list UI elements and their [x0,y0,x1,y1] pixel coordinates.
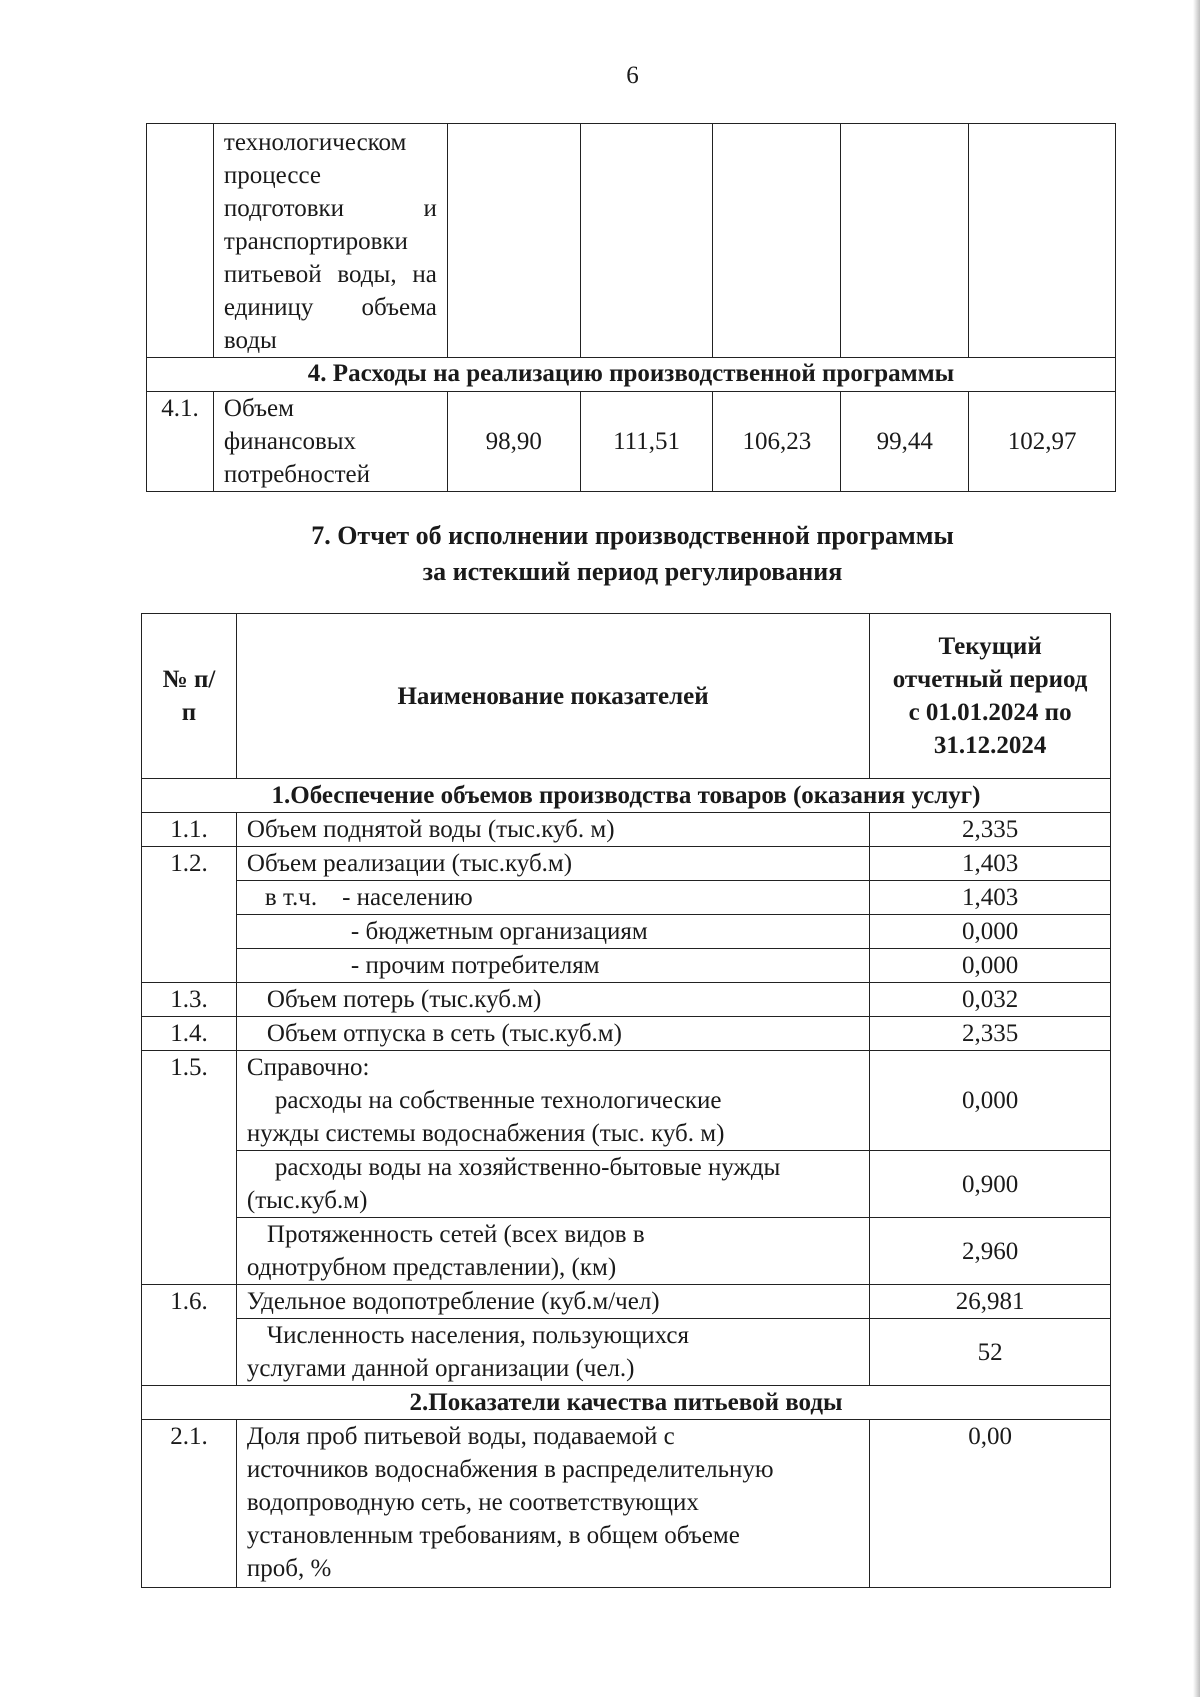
continued-table [146,123,1116,492]
row-name: Объем реализации (тыс.куб.м) [236,847,869,881]
row-value: 98,90 [447,392,580,492]
table-row [142,813,1111,847]
cell-line: Доля проб питьевой воды, подаваемой с [246,1423,675,1450]
table-row [142,1420,1111,1588]
table-row [142,1319,1111,1386]
table-cell [147,124,214,358]
row-value: 2,335 [870,1017,1111,1051]
cell-line: подготовки и [223,195,437,222]
cell-line: Объем [223,395,294,422]
cell-line: расходы на собственные технологические [274,1087,722,1114]
row-number: 1.4. [142,1017,237,1051]
row-number: 1.3. [142,983,237,1017]
table-row [142,949,1111,983]
header-period: Текущий отчетный период с 01.01.2024 по 31.12.2024 [870,614,1111,779]
cell-line: Протяженность сетей (всех видов в [266,1221,645,1248]
report-table [141,613,1111,1588]
cell-line: расходы воды на хозяйственно-бытовые нужды [274,1154,781,1181]
row-value: 26,981 [870,1285,1111,1319]
row-number: 2.1. [142,1420,237,1588]
section-row [142,779,1111,813]
cell-line: технологическом [223,129,407,156]
cell-line: единицу объема [223,294,437,321]
cell-line: питьевой воды, на [223,261,437,288]
cell-line: потребностей [223,461,371,488]
cell-line: водопроводную сеть, не соответствующих [246,1489,699,1516]
report-title-line: за истекший период регулирования [422,557,843,586]
cell-line: нужды системы водоснабжения (тыс. куб. м) [246,1120,725,1147]
cell-line: процессе [223,162,321,189]
row-value: 2,335 [870,813,1111,847]
row-number: 1.1. [142,813,237,847]
row-name: в т.ч. - населению [236,881,869,915]
section-row [142,1386,1111,1420]
row-number: 4.1. [147,392,214,492]
table-row [142,915,1111,949]
table-row [147,392,1116,492]
row-value: 111,51 [580,392,713,492]
table-cell [447,124,580,358]
row-value: 0,00 [870,1420,1111,1588]
table-row [142,1151,1111,1218]
table-cell [213,124,447,358]
row-name [236,1319,869,1386]
cell-line: транспортировки [223,228,408,255]
row-number: 1.2. [142,847,237,983]
section-title: 1.Обеспечение объемов производства товаров (оказания услуг) [142,779,1111,813]
row-value: 52 [870,1319,1111,1386]
table-row [142,881,1111,915]
row-value: 0,032 [870,983,1111,1017]
table-row [142,1285,1111,1319]
row-name: - прочим потребителям [236,949,869,983]
row-name [236,1420,869,1588]
page-edge-shadow [1193,0,1200,1697]
row-name: - бюджетным организациям [236,915,869,949]
cell-line: финансовых [223,428,357,455]
row-value: 1,403 [870,881,1111,915]
row-value: 0,000 [870,1051,1111,1151]
row-value: 0,900 [870,1151,1111,1218]
section-title: 4. Расходы на реализацию производственной программы [147,358,1116,392]
table-row [142,847,1111,881]
header-name: Наименование показателей [236,614,869,779]
row-value: 102,97 [969,392,1116,492]
cell-line: источников водоснабжения в распределительную [246,1456,774,1483]
cell-line: Численность населения, пользующихся [266,1322,690,1349]
report-title-line: 7. Отчет об исполнении производственной программы [311,521,954,550]
row-name [213,392,447,492]
page-number: 6 [626,62,639,89]
table-row [142,1017,1111,1051]
section-title: 2.Показатели качества питьевой воды [142,1386,1111,1420]
table-cell [841,124,969,358]
table-row [142,983,1111,1017]
row-name [236,1051,869,1151]
cell-line: услугами данной организации (чел.) [246,1355,635,1382]
table-cell [969,124,1116,358]
cell-line: проб, % [246,1555,332,1582]
section-row [147,358,1116,392]
table-cell [713,124,841,358]
report-title [0,518,1200,590]
row-name: Объем отпуска в сеть (тыс.куб.м) [236,1017,869,1051]
row-name [236,1151,869,1218]
row-value: 1,403 [870,847,1111,881]
cell-line: (тыс.куб.м) [246,1187,368,1214]
row-number: 1.5. [142,1051,237,1285]
row-value: 0,000 [870,915,1111,949]
row-name: Удельное водопотребление (куб.м/чел) [236,1285,869,1319]
table-header-row [142,614,1111,779]
row-number: 1.6. [142,1285,237,1386]
row-value: 0,000 [870,949,1111,983]
cell-line: установленным требованиям, в общем объеме [246,1522,740,1549]
row-value: 2,960 [870,1218,1111,1285]
row-value: 99,44 [841,392,969,492]
cell-line: воды [223,327,277,354]
cell-line: Справочно: [246,1054,370,1081]
table-cell [580,124,713,358]
row-name: Объем поднятой воды (тыс.куб. м) [236,813,869,847]
table-row [147,124,1116,358]
table-row [142,1051,1111,1151]
row-name [236,1218,869,1285]
cell-line: однотрубном представлении), (км) [246,1254,617,1281]
header-num: № п/п [142,614,237,779]
row-name: Объем потерь (тыс.куб.м) [236,983,869,1017]
row-value: 106,23 [713,392,841,492]
table-row [142,1218,1111,1285]
